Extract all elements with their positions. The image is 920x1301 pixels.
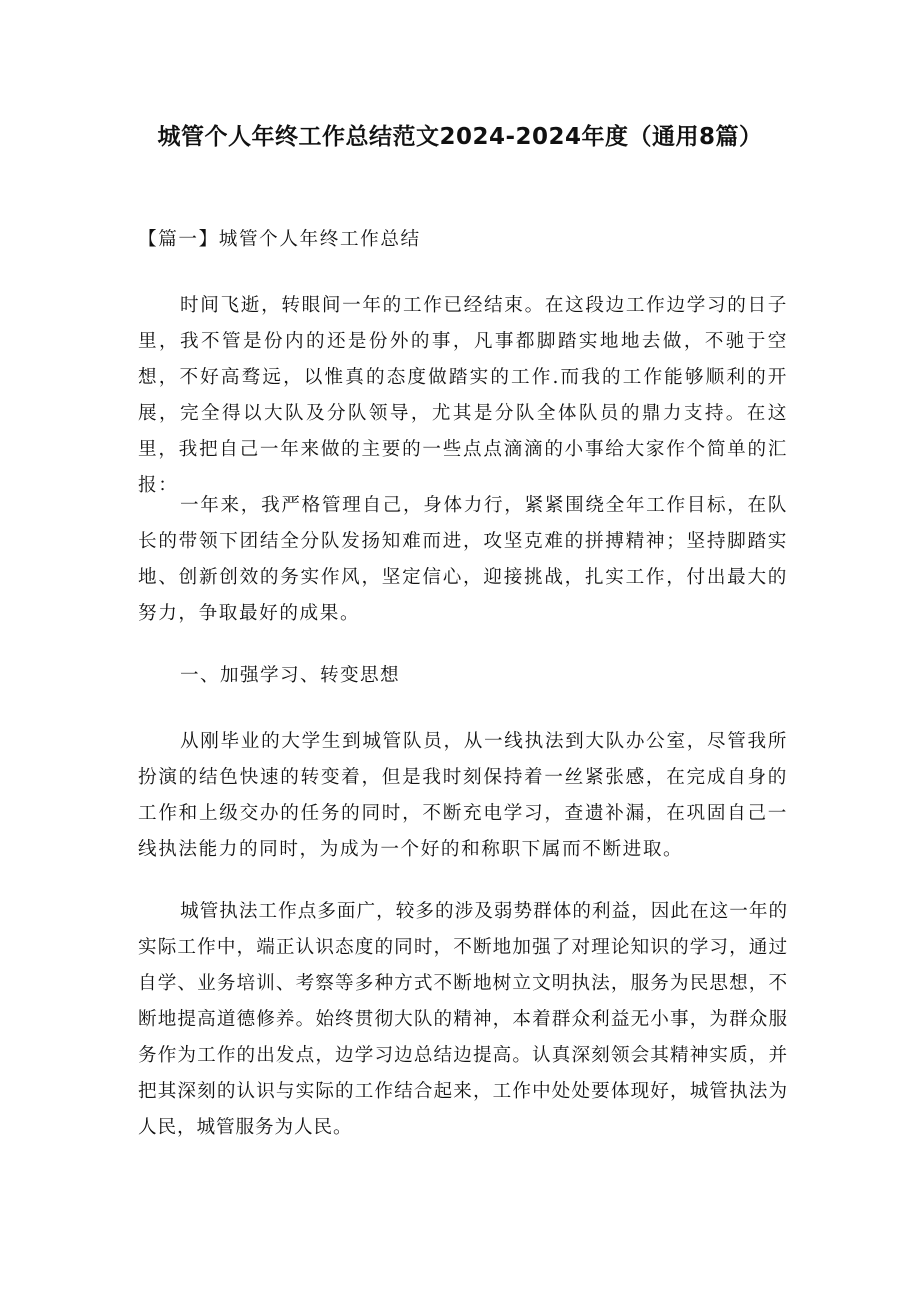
subheading-study: 一、加强学习、转变思想 bbox=[180, 665, 400, 686]
paragraph-yearly-goals: 一年来，我严格管理自己，身体力行，紧紧围绕全年工作目标，在队长的带领下团结全分队发扬知难而进，攻坚克难的拼搏精神；坚持脚踏实地、创新创效的务实作风，坚定信心，迎接挑战，扎实工作，付出最大的努力，争取最好的成果。 bbox=[138, 495, 788, 624]
document-title: 城管个人年终工作总结范文2024-2024年度（通用8篇） bbox=[157, 124, 763, 150]
paragraph-intro: 时间飞逝，转眼间一年的工作已经结束。在这段边工作边学习的日子里，我不管是份内的还是份外的事，凡事都脚踏实地地去做，不驰于空想，不好高骛远，以惟真的态度做踏实的工作.而我的工作能够顺利的开展，完全得以大队及分队领导，尤其是分队全体队员的鼎力支持。在这里，我把自己一年来做的主要的一些点点滴滴的小事给大家作个简单的汇报： bbox=[138, 295, 788, 496]
paragraph-law-enforcement: 城管执法工作点多面广，较多的涉及弱势群体的利益，因此在这一年的实际工作中，端正认识态度的同时，不断地加强了对理论知识的学习，通过自学、业务培训、考察等多种方式不断地树立文明执法，服务为民思想，不断地提高道德修养。始终贯彻大队的精神，本着群众利益无小事，为群众服务作为工作的出发点，边学习边总结边提高。认真深刻领会其精神实质，并把其深刻的认识与实际的工作结合起来，工作中处处要体现好，城管执法为人民，城管服务为人民。 bbox=[138, 901, 788, 1138]
section-heading: 【篇一】城管个人年终工作总结 bbox=[138, 229, 421, 250]
paragraph-graduate: 从刚毕业的大学生到城管队员，从一线执法到大队办公室，尽管我所扮演的结色快速的转变着，但是我时刻保持着一丝紧张感，在完成自身的工作和上级交办的任务的同时，不断充电学习，查遗补漏，在巩固自己一线执法能力的同时，为成为一个好的和称职下属而不断进取。 bbox=[138, 731, 788, 860]
